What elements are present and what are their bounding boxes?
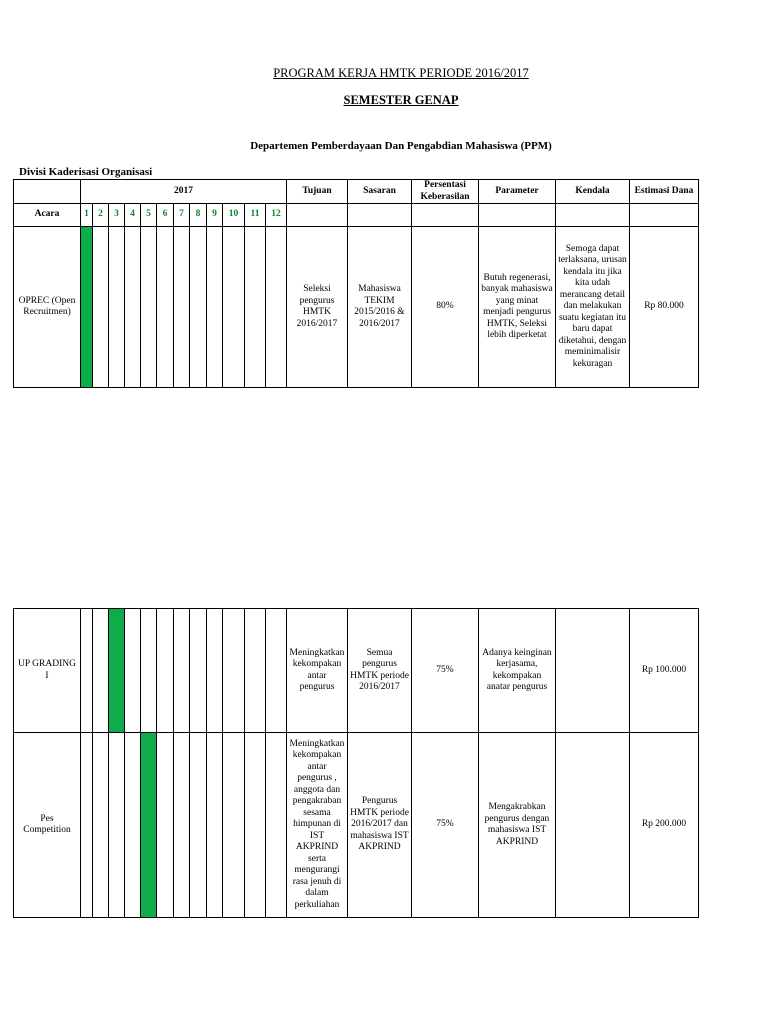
month-header: 1 bbox=[81, 204, 93, 227]
month-cell bbox=[93, 227, 109, 388]
month-header: 10 bbox=[223, 204, 245, 227]
month-header: 6 bbox=[157, 204, 174, 227]
empty-cell bbox=[348, 204, 412, 227]
month-header: 3 bbox=[109, 204, 125, 227]
empty-cell bbox=[287, 204, 348, 227]
kendala-cell: Semoga dapat terlaksana, urusan kendala itu jika kita udah merancang detail dan melakukan suatu kegiatan itu baru dapat diketahui, dengan meminimalisir kekuragan bbox=[556, 227, 630, 388]
program-table-2 bbox=[13, 608, 699, 918]
month-cell bbox=[157, 733, 174, 918]
month-cell bbox=[157, 609, 174, 733]
table-row bbox=[14, 609, 699, 733]
month-header: 5 bbox=[141, 204, 157, 227]
month-cell bbox=[141, 227, 157, 388]
month-cell bbox=[81, 733, 93, 918]
month-cell bbox=[190, 733, 207, 918]
sasaran-cell: Pengurus HMTK periode 2016/2017 dan mahasiswa IST AKPRIND bbox=[348, 733, 412, 918]
empty-cell bbox=[556, 204, 630, 227]
dana-cell: Rp 200.000 bbox=[630, 733, 699, 918]
month-cell bbox=[93, 733, 109, 918]
header-sasaran: Sasaran bbox=[348, 180, 412, 204]
month-cell bbox=[266, 609, 287, 733]
acara-cell: UP GRADING I bbox=[14, 609, 81, 733]
month-cell bbox=[266, 227, 287, 388]
month-header: 2 bbox=[93, 204, 109, 227]
table-row bbox=[14, 733, 699, 918]
empty-cell bbox=[412, 204, 479, 227]
month-cell bbox=[174, 733, 190, 918]
acara-cell: OPREC (Open Recruitmen) bbox=[14, 227, 81, 388]
header-persentasi: Persentasi Keberasilan bbox=[412, 180, 479, 204]
month-cell bbox=[223, 227, 245, 388]
month-cell bbox=[174, 609, 190, 733]
month-cell bbox=[93, 609, 109, 733]
header-tujuan: Tujuan bbox=[287, 180, 348, 204]
tujuan-cell: Meningkatkan kekompakan antar pengurus bbox=[287, 609, 348, 733]
month-header: 9 bbox=[207, 204, 223, 227]
parameter-cell: Butuh regenerasi, banyak mahasiswa yang minat menjadi pengurus HMTK, Seleksi lebih diperketat bbox=[479, 227, 556, 388]
month-cell bbox=[125, 227, 141, 388]
month-cell bbox=[141, 609, 157, 733]
month-cell bbox=[190, 609, 207, 733]
empty-cell bbox=[479, 204, 556, 227]
header-estimasi: Estimasi Dana bbox=[630, 180, 699, 204]
sasaran-cell: Mahasiswa TEKIM 2015/2016 & 2016/2017 bbox=[348, 227, 412, 388]
month-header: 4 bbox=[125, 204, 141, 227]
month-cell-active bbox=[81, 227, 93, 388]
dana-cell: Rp 80.000 bbox=[630, 227, 699, 388]
month-cell bbox=[207, 227, 223, 388]
month-cell bbox=[207, 733, 223, 918]
tujuan-cell: Meningkatkan kekompakan antar pengurus , anggota dan pengakraban sesama himpunan di IST AKPRIND serta mengurangi rasa jenuh di dalam perkuliahan bbox=[287, 733, 348, 918]
header-year: 2017 bbox=[81, 180, 287, 204]
month-cell bbox=[81, 609, 93, 733]
kendala-cell bbox=[556, 609, 630, 733]
header-kendala: Kendala bbox=[556, 180, 630, 204]
kendala-cell bbox=[556, 733, 630, 918]
month-cell bbox=[174, 227, 190, 388]
month-cell bbox=[207, 609, 223, 733]
program-table-1 bbox=[13, 179, 699, 388]
month-header: 11 bbox=[245, 204, 266, 227]
department-title: Departemen Pemberdayaan Dan Pengabdian Mahasiswa (PPM) bbox=[250, 140, 552, 152]
sasaran-cell: Semua pengurus HMTK periode 2016/2017 bbox=[348, 609, 412, 733]
persentasi-cell: 75% bbox=[412, 609, 479, 733]
table-row bbox=[14, 227, 699, 388]
month-cell bbox=[125, 733, 141, 918]
month-cell bbox=[245, 733, 266, 918]
tujuan-cell: Seleksi pengurus HMTK 2016/2017 bbox=[287, 227, 348, 388]
month-header: 7 bbox=[174, 204, 190, 227]
parameter-cell: Adanya keinginan kerjasama, kekompakan anatar pengurus bbox=[479, 609, 556, 733]
persentasi-cell: 80% bbox=[412, 227, 479, 388]
semester-title: SEMESTER GENAP bbox=[343, 93, 459, 107]
parameter-cell: Mengakrabkan pengurus dengan mahasiswa IST AKPRIND bbox=[479, 733, 556, 918]
month-cell-active bbox=[141, 733, 157, 918]
empty-cell bbox=[630, 204, 699, 227]
persentasi-cell: 75% bbox=[412, 733, 479, 918]
month-cell bbox=[157, 227, 174, 388]
header-acara: Acara bbox=[14, 204, 81, 227]
month-cell-active bbox=[109, 609, 125, 733]
header-blank bbox=[14, 180, 81, 204]
month-cell bbox=[223, 733, 245, 918]
dana-cell: Rp 100.000 bbox=[630, 609, 699, 733]
header-parameter: Parameter bbox=[479, 180, 556, 204]
document-title: PROGRAM KERJA HMTK PERIODE 2016/2017 bbox=[273, 66, 529, 80]
month-cell bbox=[109, 733, 125, 918]
month-cell bbox=[266, 733, 287, 918]
month-header: 12 bbox=[266, 204, 287, 227]
month-cell bbox=[245, 609, 266, 733]
month-cell bbox=[125, 609, 141, 733]
acara-cell: Pes Competition bbox=[14, 733, 81, 918]
month-cell bbox=[223, 609, 245, 733]
month-cell bbox=[190, 227, 207, 388]
month-header: 8 bbox=[190, 204, 207, 227]
month-cell bbox=[109, 227, 125, 388]
division-label: Divisi Kaderisasi Organisasi bbox=[19, 166, 153, 178]
month-cell bbox=[245, 227, 266, 388]
